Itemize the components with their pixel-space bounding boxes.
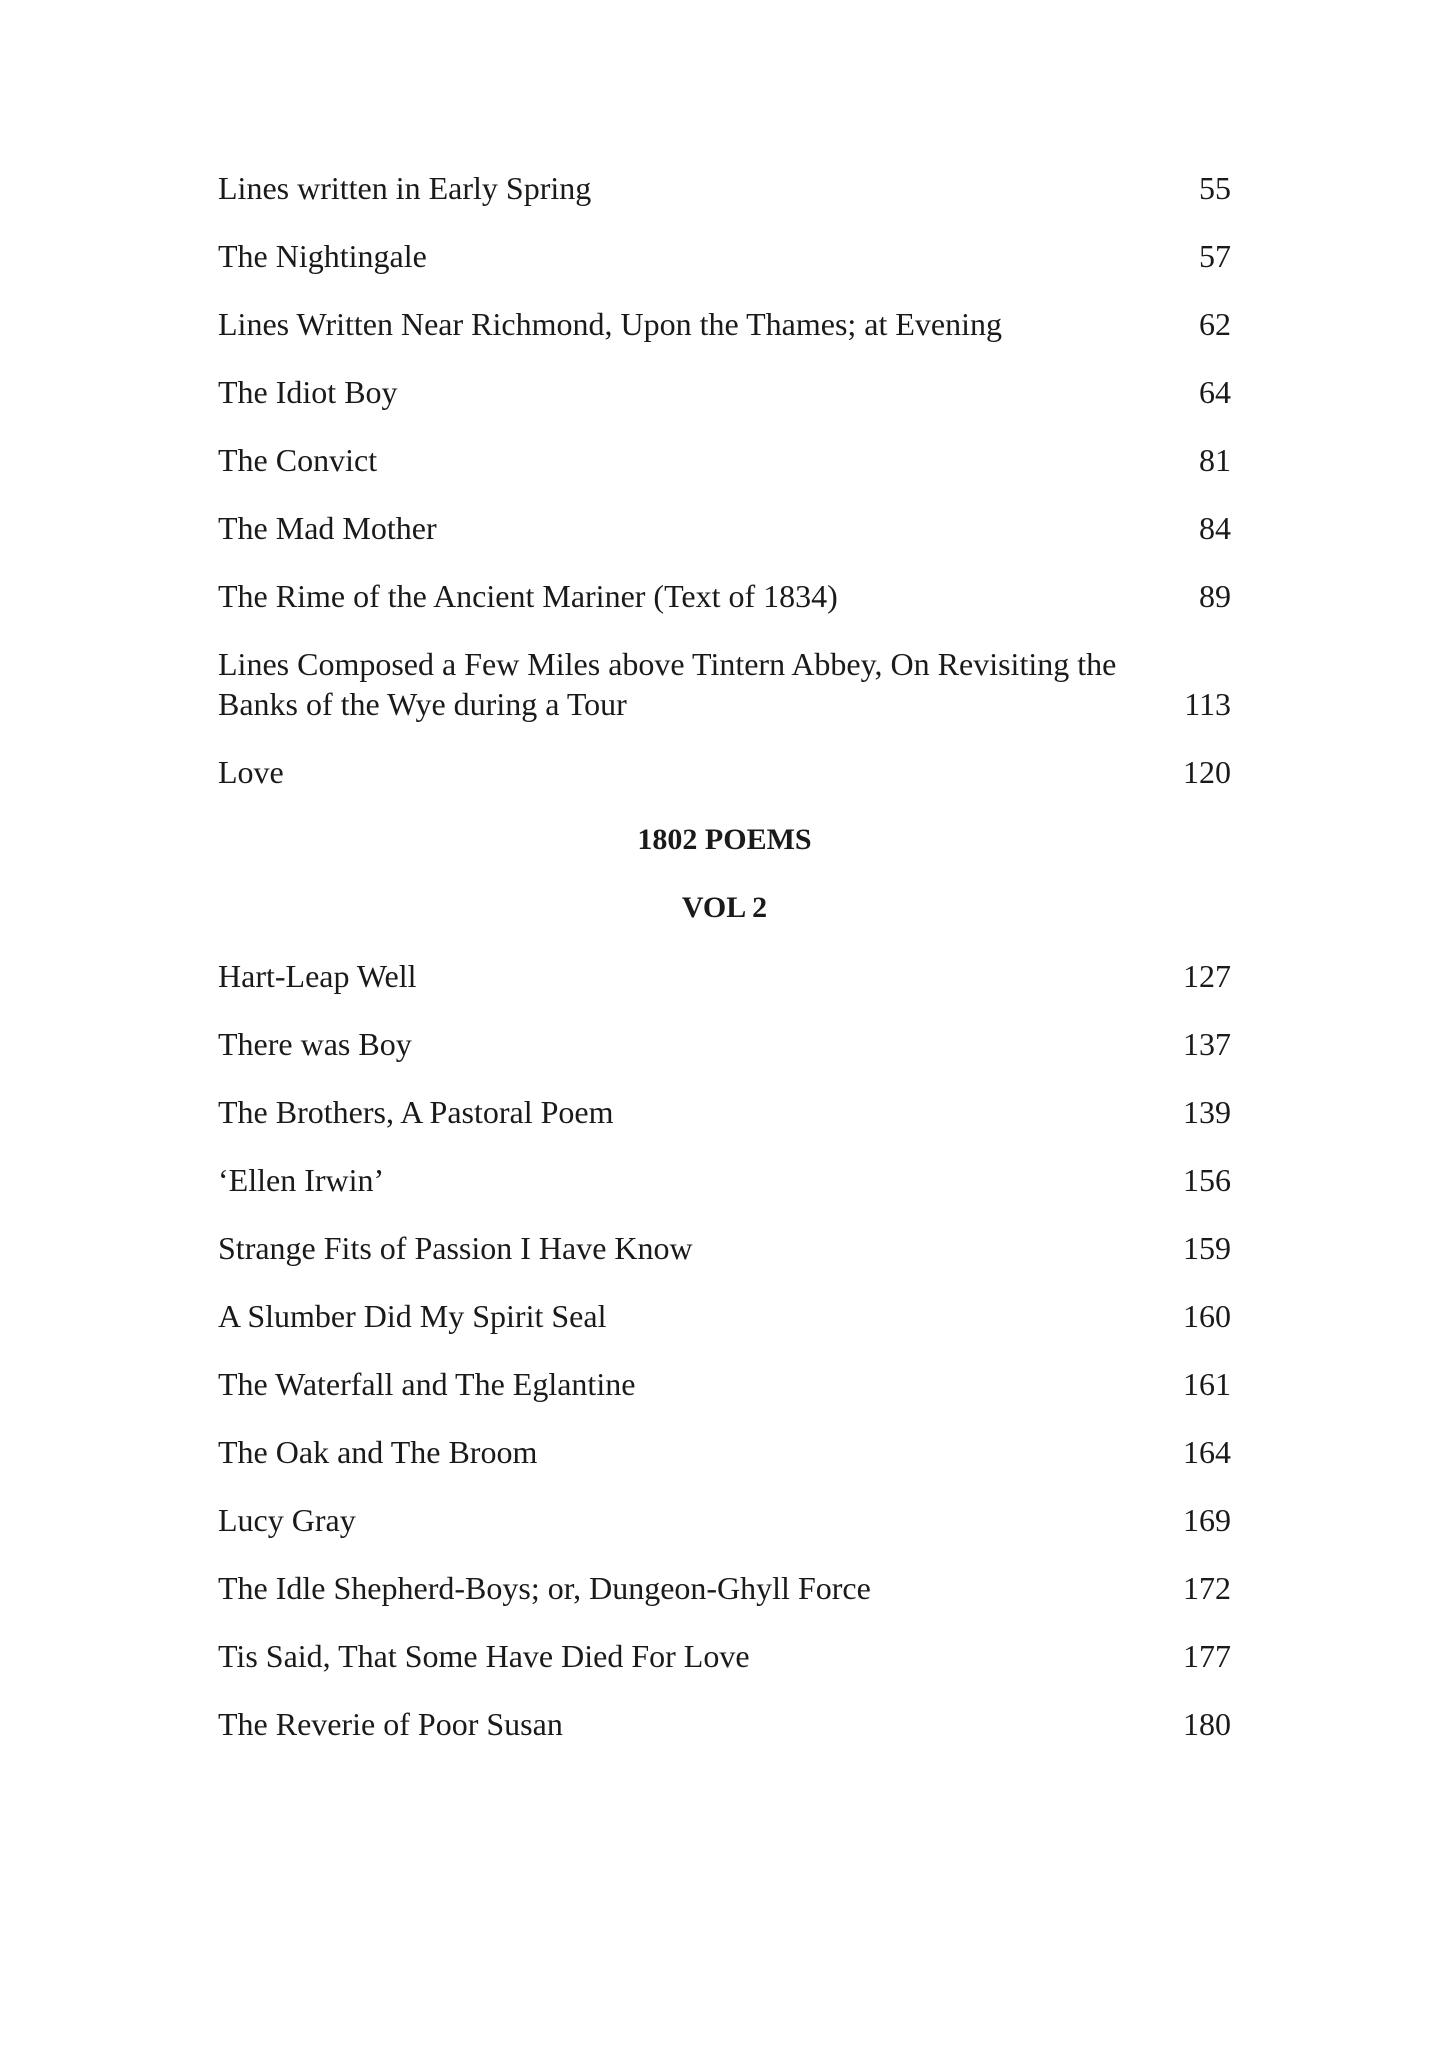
entry-page-number: 161 (1183, 1366, 1231, 1402)
entry-title: ‘Ellen Irwin’ (218, 1162, 385, 1198)
entry-page-number: 84 (1199, 510, 1231, 546)
entry-page-number: 156 (1183, 1162, 1231, 1198)
entry-page-number: 55 (1199, 170, 1231, 206)
entry-title: Tis Said, That Some Have Died For Love (218, 1638, 750, 1674)
toc-entry (218, 1364, 1231, 1404)
entry-page-number: 169 (1183, 1502, 1231, 1538)
toc-entry (218, 304, 1231, 344)
toc-entry (218, 1704, 1231, 1744)
entry-page-number: 164 (1183, 1434, 1231, 1470)
entry-page-number: 180 (1183, 1706, 1231, 1742)
toc-entry (218, 956, 1231, 996)
section-heading: 1802 POEMS (637, 823, 812, 856)
toc-entry (218, 1024, 1231, 1064)
entry-page-number: 81 (1199, 442, 1231, 478)
toc-entry (218, 1160, 1231, 1200)
entry-page-number: 120 (1183, 754, 1231, 790)
entry-title: Lines written in Early Spring (218, 170, 592, 206)
entry-page-number: 139 (1183, 1094, 1231, 1130)
entry-page-number: 127 (1183, 958, 1231, 994)
entry-page-number: 89 (1199, 578, 1231, 614)
toc-entry (218, 1228, 1231, 1268)
toc-entry (218, 1500, 1231, 1540)
entry-title: The Idiot Boy (218, 374, 398, 410)
section-subheading: VOL 2 (681, 891, 768, 924)
entry-title: Strange Fits of Passion I Have Know (218, 1230, 693, 1266)
toc-entry (218, 1092, 1231, 1132)
entry-title: Lines Composed a Few Miles above Tintern Abbey, On Revisiting the Banks of the Wye during a Tour (218, 646, 1117, 722)
entry-page-number: 113 (1184, 686, 1231, 722)
entry-title: The Rime of the Ancient Mariner (Text of 1834) (218, 578, 838, 614)
entry-title: A Slumber Did My Spirit Seal (218, 1298, 607, 1334)
entry-title: The Reverie of Poor Susan (218, 1706, 563, 1742)
toc-entry (218, 1296, 1231, 1336)
entry-title: The Brothers, A Pastoral Poem (218, 1094, 614, 1130)
toc-entry (218, 508, 1231, 548)
entry-title: The Nightingale (218, 238, 427, 274)
entry-page-number: 159 (1183, 1230, 1231, 1266)
entry-title: The Idle Shepherd-Boys; or, Dungeon-Ghyll Force (218, 1570, 871, 1606)
entry-title: The Oak and The Broom (218, 1434, 538, 1470)
toc-entry (218, 236, 1231, 276)
table-of-contents (218, 168, 1231, 1772)
toc-entry (218, 752, 1231, 792)
entry-page-number: 172 (1183, 1570, 1231, 1606)
toc-entry (218, 1636, 1231, 1676)
entry-page-number: 137 (1183, 1026, 1231, 1062)
entry-title: Lines Written Near Richmond, Upon the Thames; at Evening (218, 306, 1003, 342)
entry-title: Lucy Gray (218, 1502, 356, 1538)
entry-page-number: 160 (1183, 1298, 1231, 1334)
entry-title: There was Boy (218, 1026, 412, 1062)
toc-entry (218, 168, 1231, 208)
toc-entry (218, 1568, 1231, 1608)
entry-page-number: 62 (1199, 306, 1231, 342)
entry-title: The Convict (218, 442, 378, 478)
toc-entry (218, 1432, 1231, 1472)
entry-title: The Waterfall and The Eglantine (218, 1366, 636, 1402)
toc-entry (218, 644, 1231, 724)
entry-title: The Mad Mother (218, 510, 437, 546)
toc-entry (218, 576, 1231, 616)
entry-page-number: 64 (1199, 374, 1231, 410)
entry-page-number: 57 (1199, 238, 1231, 274)
toc-entry (218, 440, 1231, 480)
entry-title: Love (218, 754, 284, 790)
entry-page-number: 177 (1183, 1638, 1231, 1674)
entry-title: Hart-Leap Well (218, 958, 417, 994)
toc-entry (218, 372, 1231, 412)
